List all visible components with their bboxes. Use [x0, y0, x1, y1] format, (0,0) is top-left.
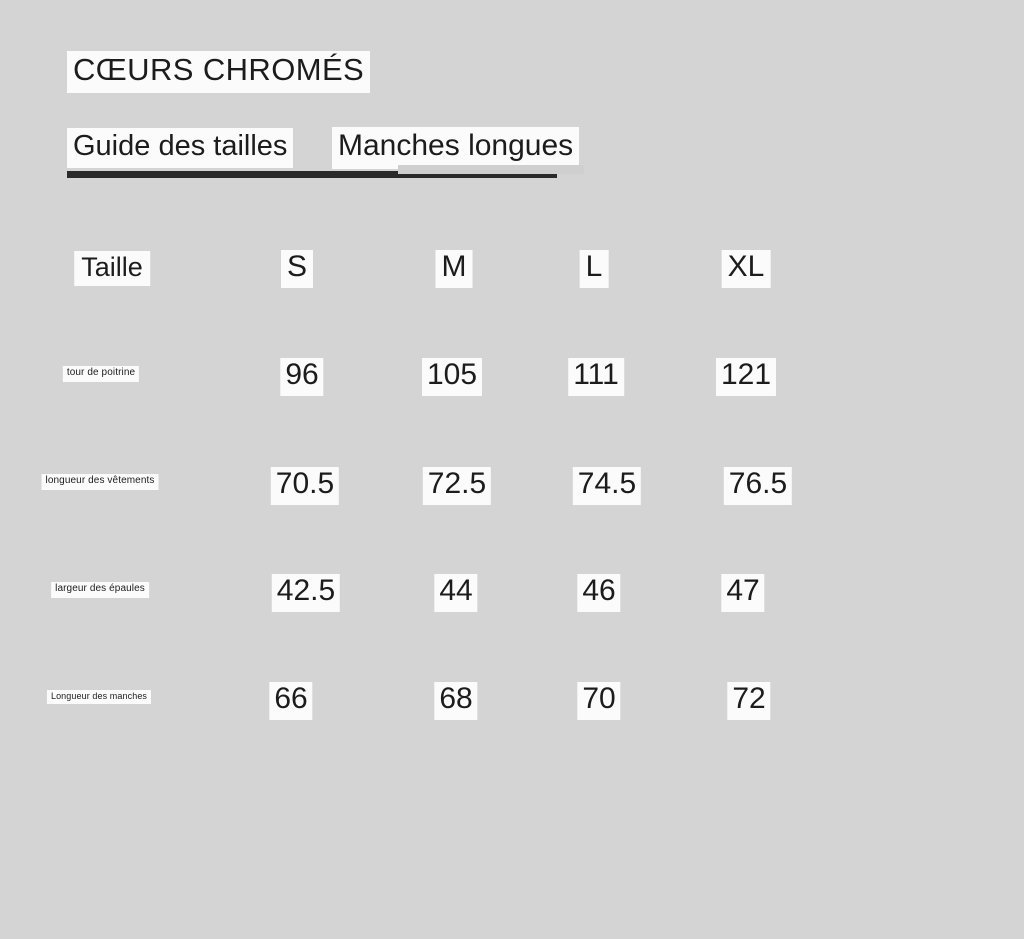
row-label-chest: tour de poitrine [63, 366, 139, 382]
cell-sleeve-length-l: 70 [577, 682, 620, 720]
cell-chest-m: 105 [422, 358, 482, 396]
cell-sleeve-length-xl: 72 [727, 682, 770, 720]
size-guide-heading: Guide des tailles [67, 128, 293, 168]
row-label-sleeve-length: Longueur des manches [47, 690, 151, 704]
row-label-garment-length: longueur des vêtements [42, 474, 159, 490]
cell-shoulder-width-xl: 47 [721, 574, 764, 612]
cell-sleeve-length-m: 68 [434, 682, 477, 720]
column-header-m: M [436, 250, 473, 288]
cell-shoulder-width-l: 46 [577, 574, 620, 612]
cell-chest-xl: 121 [716, 358, 776, 396]
row-label-shoulder-width: largeur des épaules [51, 582, 149, 598]
brand-title: CŒURS CHROMÉS [67, 51, 370, 93]
cell-shoulder-width-m: 44 [434, 574, 477, 612]
cell-chest-s: 96 [280, 358, 323, 396]
cell-garment-length-xl: 76.5 [724, 467, 792, 505]
column-header-l: L [580, 250, 609, 288]
column-header-s: S [281, 250, 313, 288]
table-corner-label: Taille [74, 251, 150, 286]
cell-garment-length-s: 70.5 [271, 467, 339, 505]
cell-sleeve-length-s: 66 [269, 682, 312, 720]
cell-garment-length-l: 74.5 [573, 467, 641, 505]
category-heading: Manches longues [332, 127, 579, 169]
cell-chest-l: 111 [568, 358, 624, 396]
cell-shoulder-width-s: 42.5 [272, 574, 340, 612]
column-header-xl: XL [722, 250, 771, 288]
cell-garment-length-m: 72.5 [423, 467, 491, 505]
